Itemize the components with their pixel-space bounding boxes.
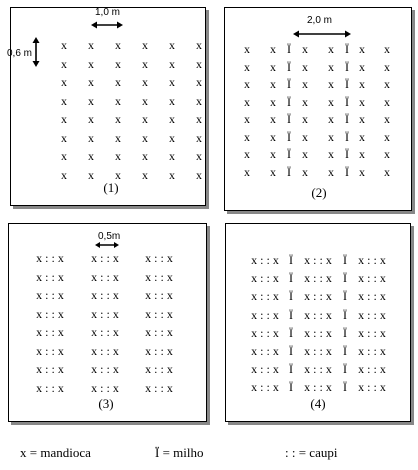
dimension-horizontal-label: 2,0 m	[307, 15, 333, 26]
plant-symbol: x	[196, 149, 202, 163]
plant-symbol: x	[169, 130, 175, 145]
plant-symbol: x : : x	[304, 325, 332, 340]
plant-symbol: x : : x	[251, 325, 279, 340]
panel-4	[225, 223, 411, 422]
plant-symbol: x	[244, 129, 250, 144]
plant-symbol: x : : x	[304, 307, 332, 322]
plant-symbol: x : : x	[36, 288, 64, 302]
plant-symbol: x : : x	[304, 289, 332, 304]
plant-symbol: x	[384, 129, 390, 144]
plant-symbol: x	[384, 112, 390, 126]
plant-symbol: Ï	[345, 94, 349, 109]
panel-3	[8, 223, 207, 422]
plant-symbol: Ï	[345, 164, 349, 179]
plant-symbol: x : : x	[358, 380, 386, 395]
plant-symbol: Ï	[289, 344, 293, 358]
plant-symbol: Ï	[289, 307, 293, 322]
plant-symbol: x	[115, 75, 121, 89]
plant-symbol: x : : x	[91, 380, 119, 395]
plant-symbol: x	[384, 164, 390, 179]
plant-symbol: x	[384, 77, 390, 91]
plant-symbol: x	[328, 59, 334, 74]
plant-symbol: x	[61, 38, 67, 52]
plant-symbol: x : : x	[91, 343, 119, 358]
plant-symbol: x	[196, 93, 202, 108]
plant-symbol: x	[61, 167, 67, 182]
plant-symbol: x	[61, 75, 67, 89]
plant-symbol: x : : x	[358, 307, 386, 322]
plant-symbol: Ï	[345, 147, 349, 161]
plant-symbol: x	[61, 112, 67, 126]
plant-symbol: x : : x	[91, 288, 119, 302]
plant-symbol: x	[142, 112, 148, 126]
plant-symbol: x	[61, 93, 67, 108]
plant-symbol: x	[359, 59, 365, 74]
plant-symbol: x : : x	[358, 325, 386, 340]
plant-symbol: x	[270, 94, 276, 109]
plant-symbol: x : : x	[91, 325, 119, 339]
plant-symbol: x	[384, 94, 390, 109]
legend-mandioca: x = mandioca	[20, 445, 91, 460]
plant-symbol: x : : x	[358, 253, 386, 267]
dimension-horizontal-arrow	[91, 20, 123, 30]
plant-symbol: x	[88, 112, 94, 126]
plant-symbol: x : : x	[304, 253, 332, 267]
plant-symbol: x	[88, 93, 94, 108]
plant-symbol: x	[328, 77, 334, 91]
plant-symbol: x	[169, 75, 175, 89]
plant-symbol: x	[196, 130, 202, 145]
plant-symbol: x	[115, 93, 121, 108]
plant-symbol: x	[244, 164, 250, 179]
panel-2	[224, 7, 412, 211]
dimension-horizontal-arrow	[95, 240, 119, 250]
plant-symbol: x	[196, 167, 202, 182]
panel-number: (4)	[310, 396, 326, 411]
plant-symbol: x	[115, 56, 121, 71]
plant-symbol: x	[169, 149, 175, 163]
plant-symbol: x	[359, 164, 365, 179]
legend-milho: Ï = milho	[155, 445, 204, 460]
plant-symbol: x	[359, 112, 365, 126]
legend-caupi: : : = caupi	[285, 445, 338, 460]
plant-symbol: x	[115, 167, 121, 182]
plant-symbol: x	[328, 147, 334, 161]
plant-symbol: x	[302, 42, 308, 56]
plant-symbol: x	[169, 167, 175, 182]
plant-symbol: x	[270, 129, 276, 144]
plant-symbol: x	[142, 149, 148, 163]
plant-symbol: x	[244, 147, 250, 161]
plant-symbol: x	[169, 112, 175, 126]
plant-symbol: x	[196, 112, 202, 126]
plant-symbol: Ï	[287, 129, 291, 144]
panel-1	[7, 7, 206, 206]
plant-symbol: x	[196, 75, 202, 89]
plant-symbol: x : : x	[358, 362, 386, 377]
plant-symbol: Ï	[343, 307, 347, 322]
plant-symbol: x	[88, 38, 94, 52]
plant-symbol: x	[88, 56, 94, 71]
plant-symbol: x	[142, 38, 148, 52]
plant-symbol: x	[88, 149, 94, 163]
plant-symbol: x	[328, 164, 334, 179]
plant-symbol: Ï	[343, 362, 347, 377]
plant-symbol: x : : x	[358, 344, 386, 358]
plant-symbol: x	[270, 147, 276, 161]
plant-symbol: Ï	[345, 129, 349, 144]
plant-symbol: Ï	[287, 147, 291, 161]
plant-symbol: x	[302, 77, 308, 91]
plant-symbol: x	[270, 59, 276, 74]
plant-symbol: x : : x	[358, 271, 386, 286]
plant-symbol: Ï	[287, 42, 291, 56]
plant-symbol: x : : x	[304, 380, 332, 395]
plant-symbol: x	[359, 147, 365, 161]
plant-symbol: Ï	[343, 325, 347, 340]
dimension-horizontal-label: 1,0 m	[95, 7, 121, 18]
dimension-vertical-arrow	[31, 37, 41, 67]
plant-symbol: x	[142, 75, 148, 89]
panel-number: (3)	[98, 396, 114, 411]
dimension-horizontal-label: 0,5m	[98, 231, 121, 242]
plant-symbol: x	[302, 129, 308, 144]
plant-symbol: x : : x	[36, 269, 64, 284]
plant-symbol: x : : x	[304, 362, 332, 377]
plant-symbol: x	[169, 38, 175, 52]
plant-symbol: x	[61, 130, 67, 145]
plant-symbol: x	[302, 164, 308, 179]
plant-symbol: x	[169, 93, 175, 108]
plant-symbol: x : : x	[91, 251, 119, 265]
plant-symbol: Ï	[287, 77, 291, 91]
dimension-vertical-label: 0,6 m	[7, 48, 33, 59]
plant-symbol: x	[270, 77, 276, 91]
plant-symbol: x : : x	[91, 362, 119, 376]
plant-symbol: x : : x	[36, 362, 64, 376]
plant-symbol: x : : x	[251, 271, 279, 286]
plant-symbol: x	[270, 164, 276, 179]
plant-symbol: x	[359, 94, 365, 109]
plant-symbol: x	[196, 38, 202, 52]
plant-symbol: x : : x	[145, 251, 173, 265]
plant-symbol: x	[244, 94, 250, 109]
plant-symbol: x : : x	[251, 380, 279, 395]
plant-symbol: Ï	[289, 325, 293, 340]
plant-symbol: Ï	[343, 344, 347, 358]
plant-symbol: Ï	[289, 289, 293, 304]
plant-symbol: x	[142, 93, 148, 108]
plant-symbol: x	[88, 75, 94, 89]
plant-symbol: x : : x	[251, 253, 279, 267]
plant-symbol: x : : x	[91, 306, 119, 321]
plant-symbol: x : : x	[36, 325, 64, 339]
plant-symbol: Ï	[287, 164, 291, 179]
plant-symbol: x	[328, 112, 334, 126]
plant-symbol: x : : x	[304, 344, 332, 358]
plant-symbol: x : : x	[358, 289, 386, 304]
plant-symbol: x	[142, 130, 148, 145]
plant-symbol: x : : x	[145, 325, 173, 339]
plant-symbol: x : : x	[251, 289, 279, 304]
plant-symbol: x	[302, 94, 308, 109]
plant-symbol: x	[302, 112, 308, 126]
plant-symbol: x	[169, 56, 175, 71]
plant-symbol: x	[244, 59, 250, 74]
plant-symbol: Ï	[287, 112, 291, 126]
plant-symbol: x	[88, 167, 94, 182]
plant-symbol: x	[328, 42, 334, 56]
plant-symbol: Ï	[343, 380, 347, 395]
plant-symbol: Ï	[345, 59, 349, 74]
plant-symbol: Ï	[289, 253, 293, 267]
plant-symbol: x : : x	[36, 380, 64, 395]
plant-symbol: Ï	[345, 112, 349, 126]
plant-symbol: x	[270, 112, 276, 126]
plant-symbol: x : : x	[145, 288, 173, 302]
plant-symbol: Ï	[343, 253, 347, 267]
plant-symbol: x	[384, 59, 390, 74]
plant-symbol: Ï	[287, 59, 291, 74]
plant-symbol: x	[244, 42, 250, 56]
plant-symbol: Ï	[289, 362, 293, 377]
plant-symbol: x : : x	[36, 306, 64, 321]
plant-symbol: Ï	[343, 289, 347, 304]
plant-symbol: x : : x	[304, 271, 332, 286]
plant-symbol: x	[115, 112, 121, 126]
plant-symbol: Ï	[287, 94, 291, 109]
plant-symbol: x	[142, 167, 148, 182]
plant-symbol: x : : x	[251, 307, 279, 322]
plant-symbol: x	[88, 130, 94, 145]
plant-symbol: x : : x	[145, 362, 173, 376]
plant-symbol: x	[115, 149, 121, 163]
plant-symbol: x : : x	[36, 343, 64, 358]
plant-symbol: x	[384, 147, 390, 161]
dimension-horizontal-arrow	[293, 29, 351, 39]
plant-symbol: x	[61, 56, 67, 71]
plant-symbol: x	[142, 56, 148, 71]
plant-symbol: Ï	[343, 271, 347, 286]
plant-symbol: x : : x	[36, 251, 64, 265]
plant-symbol: Ï	[289, 380, 293, 395]
plant-symbol: x : : x	[251, 362, 279, 377]
plant-symbol: x	[359, 129, 365, 144]
plant-symbol: Ï	[345, 77, 349, 91]
plant-symbol: x	[244, 77, 250, 91]
plant-symbol: x	[302, 59, 308, 74]
plant-symbol: x	[302, 147, 308, 161]
plant-symbol: x	[328, 129, 334, 144]
plant-symbol: Ï	[345, 42, 349, 56]
plant-symbol: x	[328, 94, 334, 109]
plant-symbol: x	[196, 56, 202, 71]
plant-symbol: x	[244, 112, 250, 126]
plant-symbol: Ï	[289, 271, 293, 286]
plant-symbol: x	[270, 42, 276, 56]
plant-symbol: x	[384, 42, 390, 56]
panel-number: (1)	[103, 180, 119, 195]
plant-symbol: x : : x	[251, 344, 279, 358]
plant-symbol: x : : x	[91, 269, 119, 284]
plant-symbol: x : : x	[145, 343, 173, 358]
plant-symbol: x	[61, 149, 67, 163]
plant-symbol: x	[115, 38, 121, 52]
plant-symbol: x	[359, 77, 365, 91]
panel-number: (2)	[311, 185, 327, 200]
plant-symbol: x : : x	[145, 269, 173, 284]
plant-symbol: x : : x	[145, 380, 173, 395]
plant-symbol: x	[115, 130, 121, 145]
plant-symbol: x	[359, 42, 365, 56]
plant-symbol: x : : x	[145, 306, 173, 321]
